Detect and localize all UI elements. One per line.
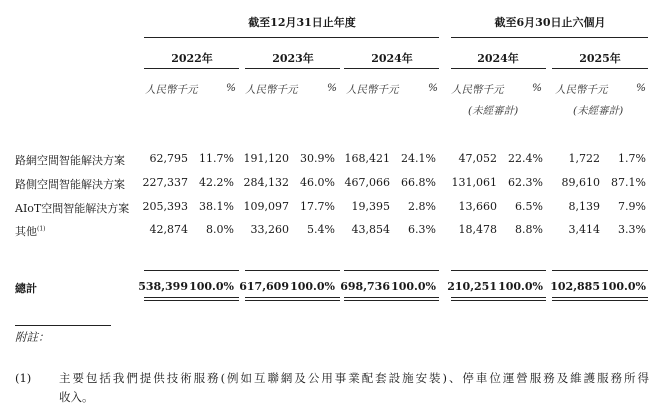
- year-rule-2024-h1: [451, 68, 546, 69]
- notes-rule: [15, 325, 111, 326]
- table-cell: 7.9%: [618, 200, 646, 213]
- table-cell: 5.4%: [307, 223, 335, 236]
- total-cell: 100.0%: [391, 280, 436, 293]
- row-label: [15, 223, 46, 239]
- table-cell: 205,393: [142, 200, 188, 213]
- table-cell: 19,395: [351, 200, 390, 213]
- double-rule-line: [344, 297, 439, 298]
- double-rule-line: [144, 297, 239, 298]
- year-header-2025-h1: 2025年: [579, 52, 621, 65]
- table-cell: 33,260: [250, 223, 289, 236]
- group-rule-halfyear: [451, 37, 648, 38]
- unit-rmb-2024-h1: 人民幣千元: [451, 84, 504, 96]
- footnote-ref: (1): [37, 225, 46, 233]
- unit-rmb-2025-h1: 人民幣千元: [555, 84, 608, 96]
- year-rule-2023: [245, 68, 340, 69]
- total-cell: 102,885: [550, 280, 600, 293]
- unit-rmb-2024: 人民幣千元: [346, 84, 399, 96]
- table-cell: 1.7%: [618, 152, 646, 165]
- double-rule-line: [144, 300, 239, 301]
- year-rule-2025-h1: [552, 68, 648, 69]
- unaudited-2025-h1: (未經審計): [573, 105, 624, 117]
- table-cell: 2.8%: [408, 200, 436, 213]
- note-text-line2: 收入。: [59, 390, 94, 404]
- table-cell: 191,120: [243, 152, 289, 165]
- unit-pct-2024: %: [428, 82, 438, 94]
- year-header-2022: 2022年: [171, 52, 213, 65]
- table-cell: 13,660: [458, 200, 497, 213]
- unit-pct-2022: %: [226, 82, 236, 94]
- total-label: 總計: [15, 282, 37, 295]
- year-header-2024-h1: 2024年: [477, 52, 519, 65]
- rule-total-top: [451, 270, 546, 271]
- table-cell: 6.3%: [408, 223, 436, 236]
- unaudited-2024-h1: (未經審計): [468, 105, 519, 117]
- table-cell: 87.1%: [611, 176, 646, 189]
- row-label-text: 路側空間智能解決方案: [15, 178, 125, 191]
- table-cell: 8.0%: [206, 223, 234, 236]
- rule-total-top: [144, 270, 239, 271]
- table-cell: 46.0%: [300, 176, 335, 189]
- table-cell: 22.4%: [508, 152, 543, 165]
- unit-pct-2023: %: [327, 82, 337, 94]
- table-cell: 17.7%: [300, 200, 335, 213]
- rule-total-top: [245, 270, 340, 271]
- group-header-year: 截至12月31日止年度: [248, 16, 356, 29]
- double-rule-line: [344, 300, 439, 301]
- table-cell: 42,874: [149, 223, 188, 236]
- table-cell: 131,061: [451, 176, 497, 189]
- table-cell: 18,478: [458, 223, 497, 236]
- rule-total-top: [344, 270, 439, 271]
- table-cell: 467,066: [344, 176, 390, 189]
- double-rule-line: [552, 300, 648, 301]
- group-header-halfyear: 截至6月30日止六個月: [494, 16, 606, 29]
- double-rule-line: [451, 297, 546, 298]
- unit-pct-2024-h1: %: [532, 82, 542, 94]
- table-cell: 8.8%: [515, 223, 543, 236]
- row-label-text: 其他: [15, 225, 37, 238]
- table-cell: 38.1%: [199, 200, 234, 213]
- year-header-2023: 2023年: [272, 52, 314, 65]
- table-cell: 43,854: [351, 223, 390, 236]
- table-cell: 227,337: [142, 176, 188, 189]
- total-cell: 100.0%: [601, 280, 646, 293]
- table-cell: 62,795: [149, 152, 188, 165]
- total-cell: 210,251: [447, 280, 497, 293]
- double-rule-line: [451, 300, 546, 301]
- double-rule-line: [552, 297, 648, 298]
- note-marker: (1): [15, 371, 32, 385]
- table-cell: 24.1%: [401, 152, 436, 165]
- table-cell: 30.9%: [300, 152, 335, 165]
- total-cell: 100.0%: [498, 280, 543, 293]
- table-cell: 109,097: [243, 200, 289, 213]
- total-cell: 100.0%: [290, 280, 335, 293]
- row-label-text: AIoT空間智能解決方案: [15, 202, 130, 215]
- group-rule-year: [144, 37, 439, 38]
- table-cell: 168,421: [344, 152, 390, 165]
- total-cell: 617,609: [239, 280, 289, 293]
- table-cell: 42.2%: [199, 176, 234, 189]
- table-cell: 11.7%: [199, 152, 234, 165]
- table-cell: 1,722: [568, 152, 600, 165]
- table-cell: 284,132: [243, 176, 289, 189]
- unit-rmb-2023: 人民幣千元: [245, 84, 298, 96]
- notes-heading: 附註：: [15, 330, 50, 344]
- total-cell: 538,399: [138, 280, 188, 293]
- table-cell: 6.5%: [515, 200, 543, 213]
- row-label-text: 路網空間智能解決方案: [15, 154, 125, 167]
- year-rule-2024: [344, 68, 439, 69]
- table-cell: 3.3%: [618, 223, 646, 236]
- year-header-2024: 2024年: [371, 52, 413, 65]
- table-cell: 3,414: [568, 223, 600, 236]
- table-cell: 8,139: [568, 200, 600, 213]
- table-cell: 47,052: [458, 152, 497, 165]
- table-cell: 62.3%: [508, 176, 543, 189]
- unit-pct-2025-h1: %: [636, 82, 646, 94]
- rule-total-top: [552, 270, 648, 271]
- note-text-line1: 主要包括我們提供技術服務(例如互聯網及公用事業配套設施安裝)、停車位運營服務及維護服務所得: [59, 371, 649, 385]
- unit-rmb-2022: 人民幣千元: [145, 84, 198, 96]
- total-cell: 698,736: [340, 280, 390, 293]
- double-rule-line: [245, 300, 340, 301]
- total-cell: 100.0%: [189, 280, 234, 293]
- year-rule-2022: [144, 68, 239, 69]
- table-cell: 89,610: [561, 176, 600, 189]
- double-rule-line: [245, 297, 340, 298]
- table-cell: 66.8%: [401, 176, 436, 189]
